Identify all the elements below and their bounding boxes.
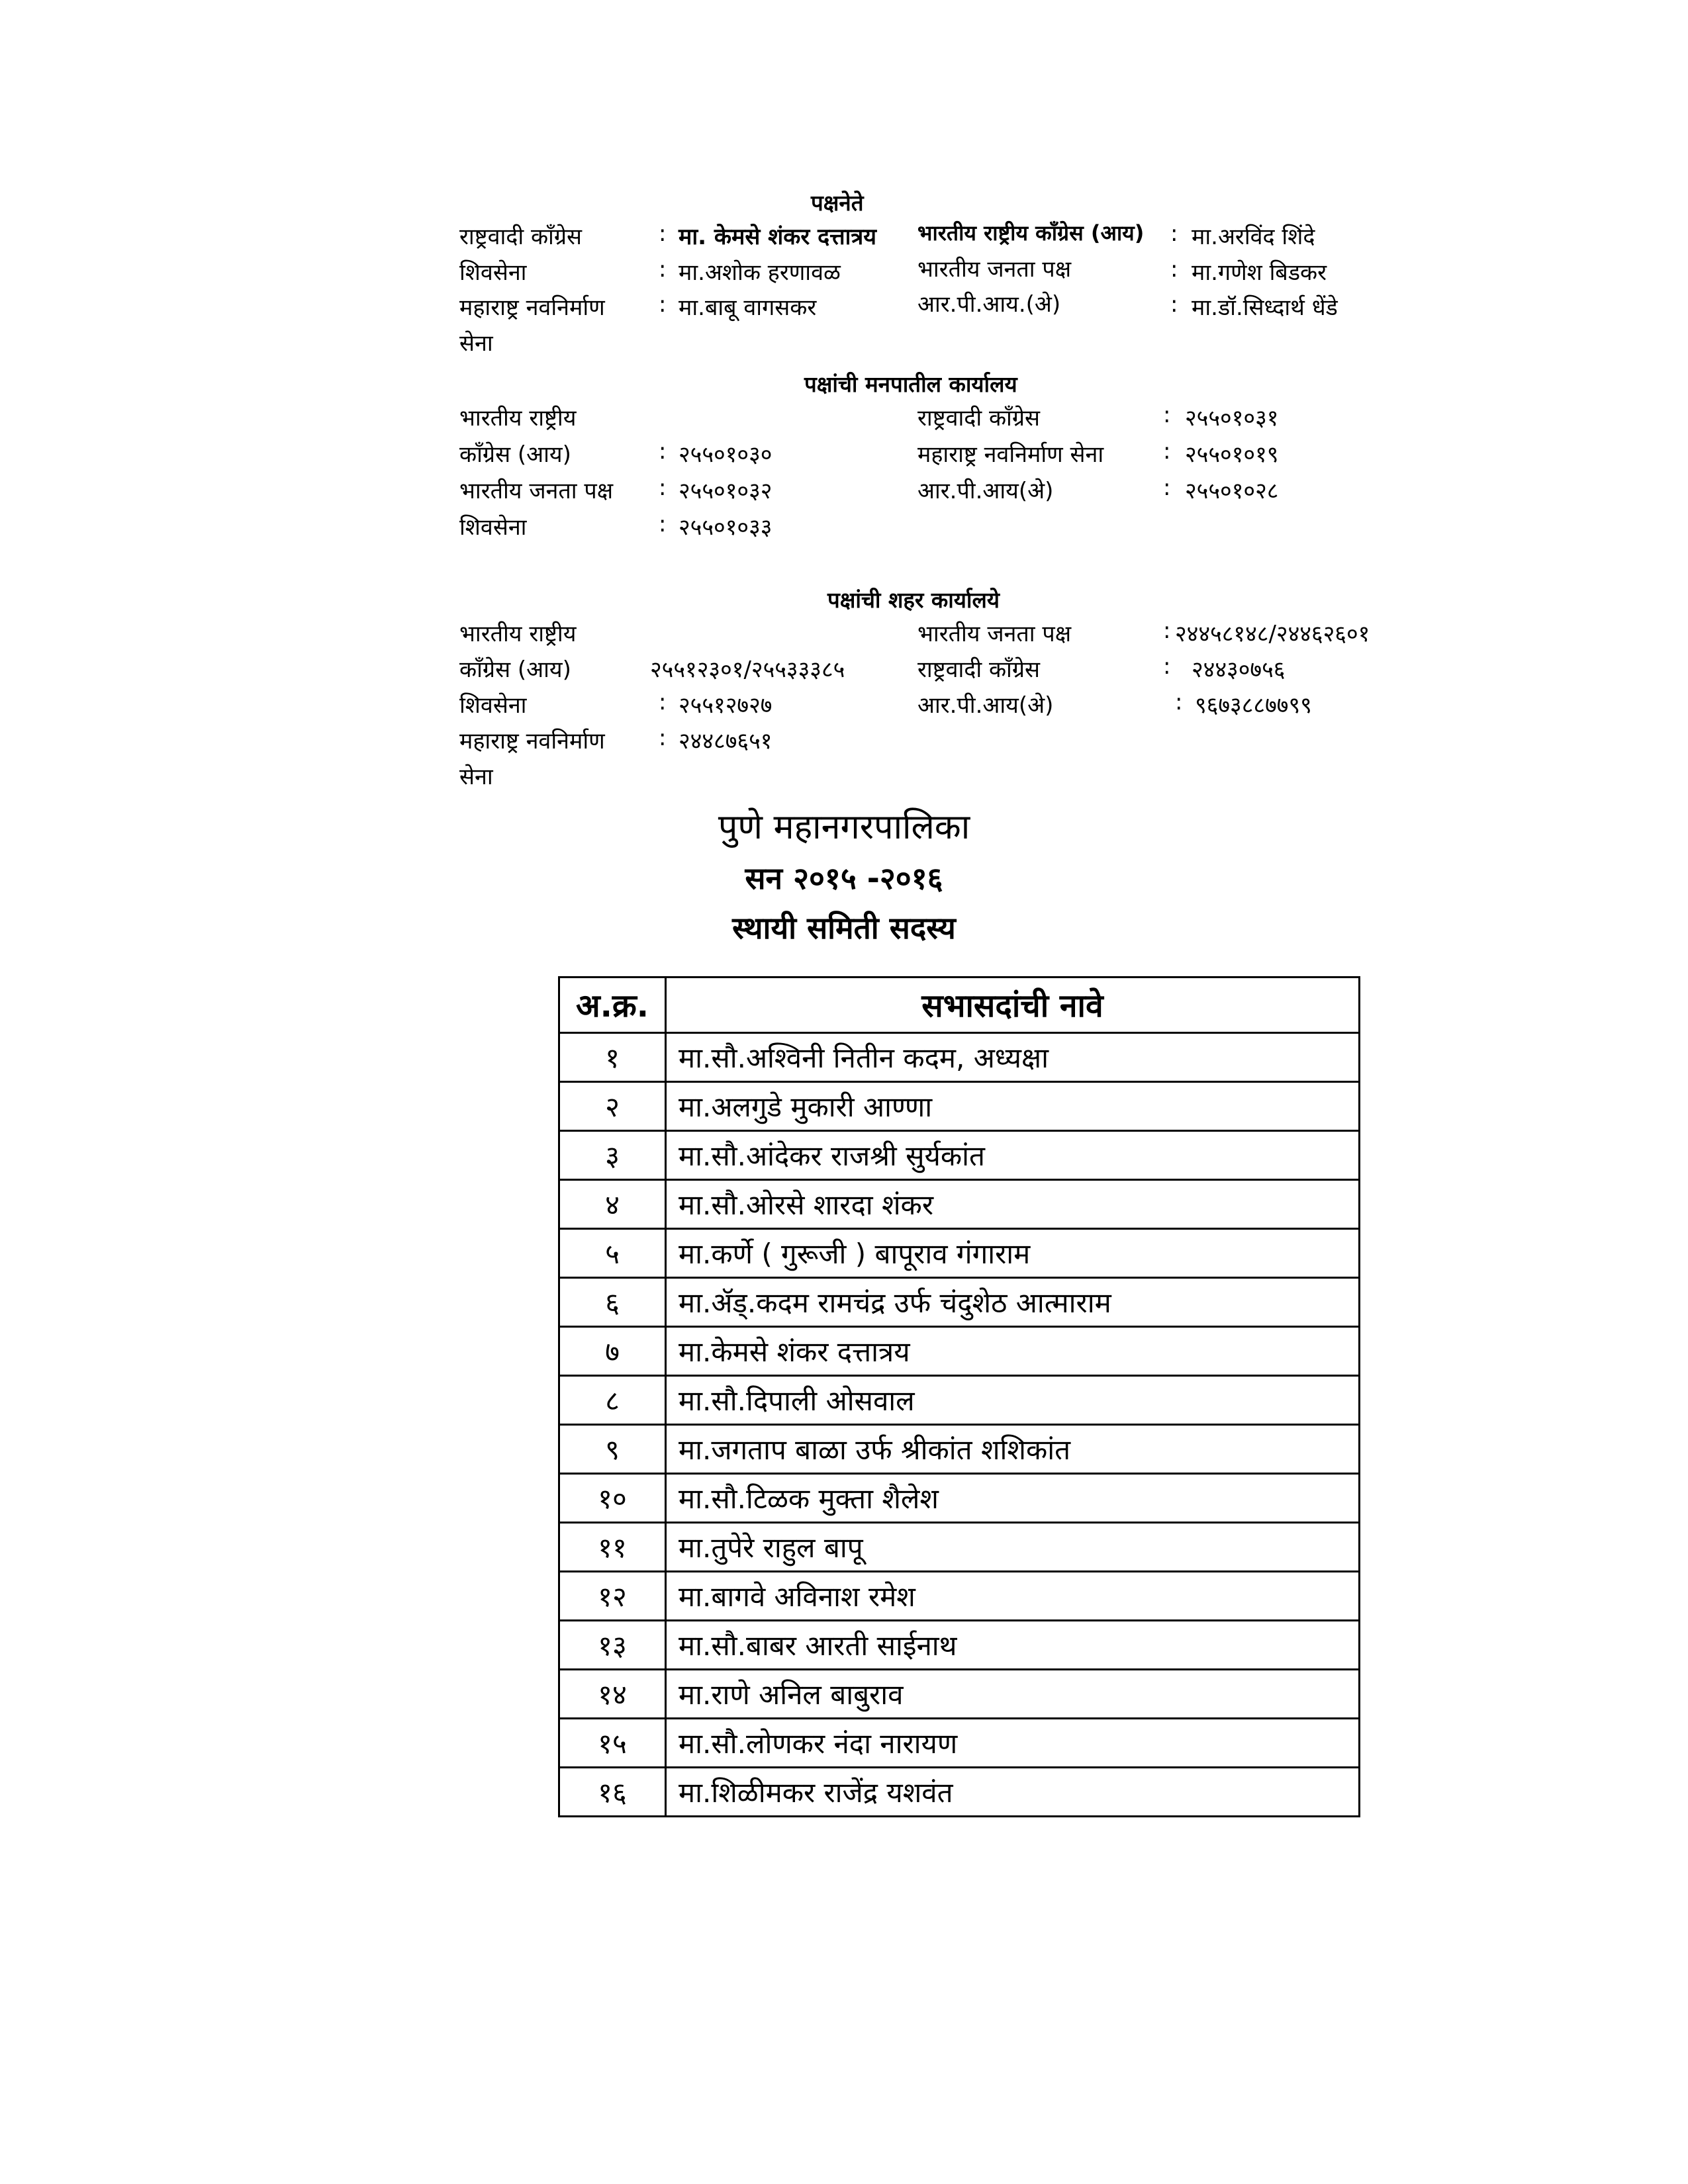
table-row (559, 1180, 1360, 1229)
member-serial: १६ (559, 1768, 666, 1817)
member-name: मा.तुपेरे राहुल बापू (666, 1523, 1360, 1572)
office-phone: २५५०१०३१ (1185, 405, 1279, 432)
member-name: मा.राणे अनिल बाबुराव (666, 1670, 1360, 1719)
table-header-row (559, 978, 1360, 1033)
office-party: राष्ट्रवादी काँग्रेस (917, 405, 1041, 432)
separator: : (659, 725, 667, 751)
separator: : (1163, 402, 1171, 428)
table-row (559, 1621, 1360, 1670)
member-serial: १२ (559, 1572, 666, 1621)
table-row (559, 1719, 1360, 1768)
city-office-party: आर.पी.आय(अे) (917, 692, 1054, 719)
member-name: मा.सौ.ओरसे शारदा शंकर (666, 1180, 1360, 1229)
separator: : (1163, 475, 1171, 501)
member-serial: २ (559, 1082, 666, 1131)
table-row (559, 1278, 1360, 1327)
leader-name: मा.गणेश बिडकर (1192, 259, 1327, 286)
office-phone: २५५०१०३३ (679, 514, 773, 541)
member-name: मा.बागवे अविनाश रमेश (666, 1572, 1360, 1621)
city-office-phone: २४४५८१४८/२४४६२६०१ (1175, 621, 1370, 647)
city-office-phone: २५५१२७२७ (679, 692, 773, 719)
table-row (559, 1033, 1360, 1082)
members-table (558, 976, 1360, 1817)
leader-party: भारतीय जनता पक्ष (917, 256, 1072, 283)
office-party: भारतीय राष्ट्रीय (459, 405, 577, 432)
table-row (559, 1474, 1360, 1523)
office-phone: २५५०१०३० (679, 441, 773, 468)
leader-name: मा. केमसे शंकर दत्तात्रय (679, 224, 876, 250)
members-body (559, 1033, 1360, 1817)
city-offices-title: पक्षांची शहर कार्यालये (827, 587, 1000, 613)
city-office-party: राष्ट्रवादी काँग्रेस (917, 657, 1041, 683)
table-row (559, 1131, 1360, 1180)
member-name: मा.ॲड्.कदम रामचंद्र उर्फ चंदुशेठ आत्माराम (666, 1278, 1360, 1327)
member-name: मा.शिळीमकर राजेंद्र यशवंत (666, 1768, 1360, 1817)
separator: : (659, 689, 667, 715)
leader-name: मा.अशोक हरणावळ (679, 259, 841, 286)
committee-title: स्थायी समिती सदस्य (732, 910, 956, 946)
office-phone: २५५०१०२८ (1185, 478, 1279, 504)
city-office-party-cont: सेना (459, 764, 493, 790)
city-office-party-cont: काँग्रेस (आय) (459, 657, 571, 683)
office-phone: २५५०१०१९ (1185, 441, 1279, 468)
member-serial: ३ (559, 1131, 666, 1180)
separator: : (1163, 438, 1171, 465)
office-party: महाराष्ट्र नवनिर्माण सेना (917, 441, 1104, 468)
member-name: मा.केमसे शंकर दत्तात्रय (666, 1327, 1360, 1376)
year-title: सन २०१५ -२०१६ (745, 860, 943, 896)
member-serial: ४ (559, 1180, 666, 1229)
table-row (559, 1425, 1360, 1474)
separator: : (1170, 291, 1178, 318)
header-names: सभासदांची नावे (666, 978, 1360, 1033)
city-office-phone: २५५१२३०१/२५५३३३८५ (650, 657, 845, 683)
separator: : (659, 475, 667, 501)
member-name: मा.कर्णे ( गुरूजी ) बापूराव गंगाराम (666, 1229, 1360, 1278)
leader-party-cont: सेना (459, 330, 493, 357)
separator: : (659, 220, 667, 247)
member-name: मा.जगताप बाळा उर्फ श्रीकांत शशिकांत (666, 1425, 1360, 1474)
separator: : (659, 256, 667, 283)
member-name: मा.सौ.आंदेकर राजश्री सुर्यकांत (666, 1131, 1360, 1180)
leader-name: मा.बाबू वागसकर (679, 295, 817, 321)
city-office-phone: २४४८७६५१ (679, 728, 773, 754)
member-serial: ६ (559, 1278, 666, 1327)
member-name: मा.सौ.दिपाली ओसवाल (666, 1376, 1360, 1425)
member-serial: ७ (559, 1327, 666, 1376)
member-serial: १० (559, 1474, 666, 1523)
table-row (559, 1327, 1360, 1376)
city-office-party: भारतीय राष्ट्रीय (459, 621, 577, 647)
member-name: मा.अलगुडे मुकारी आण्णा (666, 1082, 1360, 1131)
leader-party: महाराष्ट्र नवनिर्माण (459, 295, 605, 321)
office-party: शिवसेना (459, 514, 527, 541)
member-name: मा.सौ.टिळक मुक्ता शैलेश (666, 1474, 1360, 1523)
city-office-party: शिवसेना (459, 692, 527, 719)
separator: : (1170, 220, 1178, 247)
city-office-party: भारतीय जनता पक्ष (917, 621, 1072, 647)
separator: : (659, 291, 667, 318)
member-name: मा.सौ.बाबर आरती साईनाथ (666, 1621, 1360, 1670)
table-row (559, 1376, 1360, 1425)
leader-name: मा.अरविंद शिंदे (1192, 224, 1315, 250)
leader-party: आर.पी.आय.(अे) (917, 291, 1061, 318)
office-party-cont: काँग्रेस (आय) (459, 441, 571, 468)
separator: : (1163, 653, 1171, 680)
table-row (559, 1082, 1360, 1131)
table-row (559, 1523, 1360, 1572)
city-office-phone: ९६७३८८७७९९ (1195, 692, 1312, 719)
leader-party: भारतीय राष्ट्रीय काँग्रेस (आय) (917, 220, 1145, 246)
separator: : (1163, 617, 1171, 644)
leaders-section-title: पक्षनेते (811, 190, 864, 216)
office-phone: २५५०१०३२ (679, 478, 773, 504)
leader-name: मा.डॉ.सिध्दार्थ धेंडे (1192, 295, 1338, 321)
city-office-phone: २४४३०७५६ (1192, 657, 1286, 683)
member-serial: १३ (559, 1621, 666, 1670)
separator: : (659, 438, 667, 465)
municipal-offices-title: पक्षांची मनपातील कार्यालय (804, 371, 1017, 397)
office-party: आर.पी.आय(अे) (917, 478, 1054, 504)
member-serial: १५ (559, 1719, 666, 1768)
table-row (559, 1229, 1360, 1278)
member-serial: ११ (559, 1523, 666, 1572)
member-serial: ५ (559, 1229, 666, 1278)
member-name: मा.सौ.अश्विनी नितीन कदम, अध्यक्षा (666, 1033, 1360, 1082)
table-row (559, 1768, 1360, 1817)
member-serial: १४ (559, 1670, 666, 1719)
member-serial: १ (559, 1033, 666, 1082)
separator: : (1175, 689, 1183, 715)
separator: : (659, 511, 667, 537)
organization-title: पुणे महानगरपालिका (718, 807, 970, 847)
member-name: मा.सौ.लोणकर नंदा नारायण (666, 1719, 1360, 1768)
city-office-party: महाराष्ट्र नवनिर्माण (459, 728, 605, 754)
separator: : (1170, 256, 1178, 283)
office-party: भारतीय जनता पक्ष (459, 478, 614, 504)
table-row (559, 1572, 1360, 1621)
member-serial: ८ (559, 1376, 666, 1425)
header-serial: अ.क्र. (559, 978, 666, 1033)
member-serial: ९ (559, 1425, 666, 1474)
leader-party: शिवसेना (459, 259, 527, 286)
leader-party: राष्ट्रवादी काँग्रेस (459, 224, 583, 250)
table-row (559, 1670, 1360, 1719)
